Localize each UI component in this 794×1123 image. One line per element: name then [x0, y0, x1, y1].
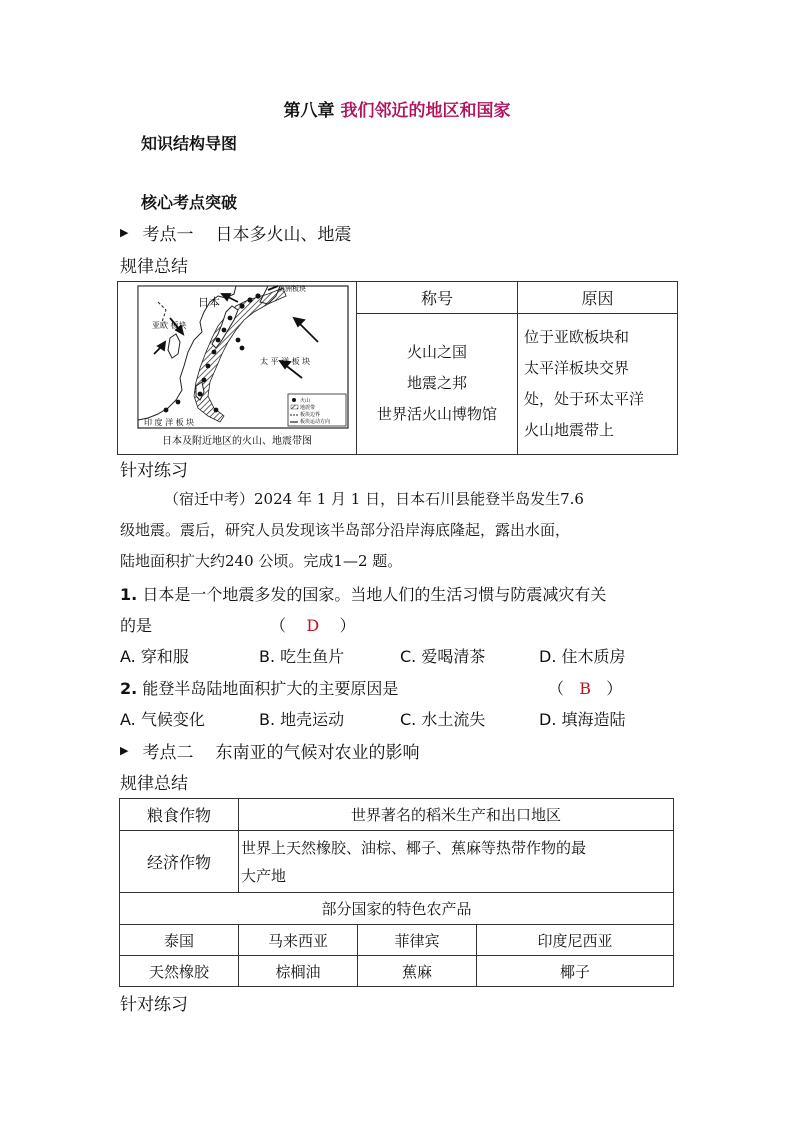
chapter-name: 我们邻近的地区和国家 [340, 101, 511, 121]
cash-crop-value [239, 831, 674, 893]
grain-value: 世界著名的稻米生产和出口地区 [239, 799, 674, 831]
product-abaca: 蕉麻 [358, 956, 477, 987]
option-c: C. 水土流失 [400, 710, 486, 729]
country-indonesia: 印度尼西亚 [477, 925, 674, 956]
key-point-number: 考点二 [142, 743, 194, 763]
titles-cell [357, 313, 518, 454]
grain-label: 粮食作物 [120, 799, 239, 831]
map-caption: 日本及附近地区的火山、地震带图 [162, 436, 312, 447]
page-title [0, 96, 794, 121]
special-products-title: 部分国家的特色农产品 [120, 893, 674, 925]
rule-summary-heading: 规律总结 [120, 774, 188, 794]
sea-agriculture-table [119, 798, 674, 987]
map-label-na-plate: 美洲板块 [278, 285, 306, 293]
option-b: B. 吃生鱼片 [259, 647, 345, 666]
question-number: 1. [120, 585, 138, 604]
reason-line: 处，处于环太平洋 [524, 389, 645, 408]
key-point-2 [120, 738, 419, 763]
question-text: 的是 [120, 616, 153, 635]
cash-crop-label: 经济作物 [120, 831, 239, 893]
option-d: D. 住木质房 [539, 647, 626, 666]
answer-bracket-1: （ D ） [270, 616, 356, 635]
legend-quake-belt: 地震带 [300, 405, 316, 411]
option-c: C. 爱喝清茶 [400, 647, 486, 666]
question-number: 2. [120, 679, 138, 698]
chapter-number: 第八章 [283, 101, 335, 121]
section-knowledge-map: 知识结构导图 [141, 134, 238, 153]
triangle-bullet-icon: ▶ [120, 226, 129, 239]
country-philippines: 菲律宾 [358, 925, 477, 956]
passage-line: （宿迁中考）2024 年 1 月 1 日，日本石川县能登半岛发生7.6 [164, 490, 584, 508]
question-1 [120, 582, 685, 605]
reason-line: 位于亚欧板块和 [524, 327, 630, 346]
option-b: B. 地壳运动 [259, 710, 345, 729]
product-rubber: 天然橡胶 [120, 956, 239, 987]
key-point-number: 考点一 [142, 225, 194, 245]
practice-heading-1: 针对练习 [120, 461, 188, 481]
header-title: 称号 [357, 282, 518, 314]
cash-crop-line: 世界上天然橡胶、油棕、椰子、蕉麻等热带作物的最 [241, 838, 587, 857]
question-2 [120, 676, 398, 699]
answer-2: B [579, 679, 592, 698]
title-volcano-museum: 世界活火山博物馆 [376, 405, 497, 424]
map-label-eurasia: 亚欧 板块 [152, 321, 187, 330]
reason-cell [518, 313, 678, 454]
legend-plate-motion: 板块运动方向 [300, 419, 331, 425]
product-coconut: 椰子 [477, 956, 674, 987]
option-a: A. 穿和服 [120, 647, 189, 666]
answer-bracket-2: （ B ） [548, 679, 623, 698]
legend-volcano: 火山 [300, 398, 311, 404]
key-point-text: 东南亚的气候对农业的影响 [215, 743, 420, 763]
section-core-points: 核心考点突破 [141, 193, 238, 212]
japan-volcano-table [117, 281, 678, 455]
question-1-line2 [120, 613, 152, 636]
legend-boundary: 板块边界 [300, 412, 321, 418]
option-a: A. 气候变化 [120, 710, 205, 729]
product-palm-oil: 棕榈油 [239, 956, 358, 987]
japan-volcano-earthquake-map [118, 282, 356, 450]
map-label-japan: 日本 [198, 297, 220, 309]
rule-summary-heading: 规律总结 [120, 257, 188, 277]
title-earthquake-country: 地震之邦 [406, 374, 467, 393]
key-point-text: 日本多火山、地震 [215, 225, 352, 245]
map-label-indo: 印 度 洋 板 块 [144, 418, 195, 427]
key-point-1 [120, 220, 351, 245]
practice-heading-2: 针对练习 [120, 995, 188, 1015]
header-reason: 原因 [518, 282, 678, 314]
cash-crop-line: 大产地 [241, 866, 287, 885]
reason-line: 火山地震带上 [524, 420, 615, 439]
reason-line: 太平洋板块交界 [524, 358, 630, 377]
question-text: 能登半岛陆地面积扩大的主要原因是 [142, 679, 399, 698]
map-cell [118, 282, 357, 455]
passage-line: 级地震。震后，研究人员发现该半岛部分沿岸海底隆起，露出水面， [120, 521, 571, 539]
question-text: 日本是一个地震多发的国家。当地人们的生活习惯与防震减灾有关 [142, 585, 607, 604]
triangle-bullet-icon: ▶ [120, 744, 129, 757]
option-d: D. 填海造陆 [539, 710, 626, 729]
passage [120, 484, 680, 577]
answer-1: D [306, 616, 320, 635]
title-volcano-country: 火山之国 [406, 343, 467, 362]
map-label-pacific: 太 平 洋 板 块 [260, 357, 311, 366]
passage-line: 陆地面积扩大约240 公顷。完成1—2 题。 [120, 552, 403, 570]
country-thailand: 泰国 [120, 925, 239, 956]
country-malaysia: 马来西亚 [239, 925, 358, 956]
